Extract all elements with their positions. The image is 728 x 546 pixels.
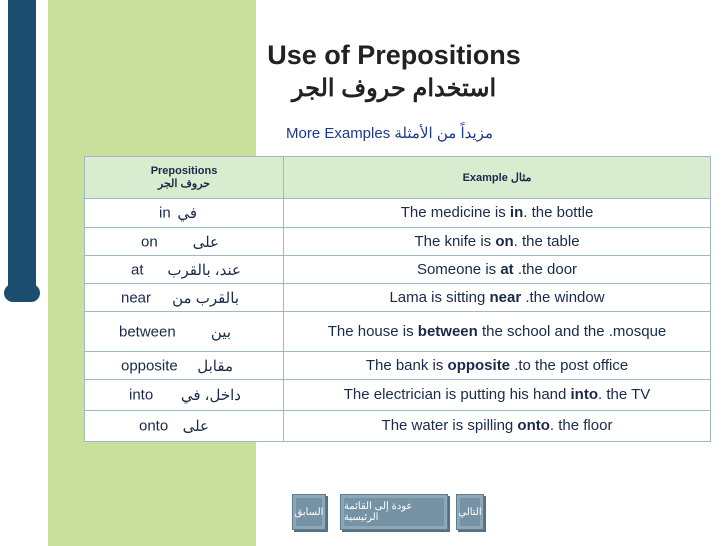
preposition-en: near	[121, 289, 152, 306]
preposition-cell	[85, 199, 284, 228]
example-cell	[284, 284, 711, 312]
home-label: عودة إلى القائمة الرئيسية	[344, 498, 444, 526]
preposition-en: on	[141, 233, 158, 250]
example-text-after: .the window	[521, 288, 605, 306]
example-preposition-bold: into	[570, 386, 599, 403]
example-preposition-bold: on	[495, 232, 514, 250]
example-text-before: The bank is	[365, 356, 448, 374]
example-text-after: . the TV	[598, 386, 651, 403]
preposition-en: between	[119, 323, 176, 340]
example-preposition-bold: opposite	[447, 356, 511, 374]
preposition-ar: في	[177, 205, 197, 222]
example-text-after: . the table	[513, 232, 580, 250]
example-text-before: The water is spilling	[381, 417, 518, 434]
example-text-after: . the bottle	[523, 204, 594, 221]
preposition-cell	[85, 256, 284, 284]
example-text-after: the school and the .mosque	[477, 322, 667, 340]
preposition-cell	[85, 228, 284, 256]
more-examples-ar: مزيداً من الأمثلة	[394, 125, 493, 142]
preposition-ar: بين	[210, 323, 231, 341]
table-row	[85, 411, 711, 442]
example-cell	[284, 352, 711, 380]
table-header-row	[85, 157, 711, 199]
preposition-en: into	[129, 386, 154, 404]
prev-label: السابق	[296, 498, 322, 526]
example-cell	[284, 411, 711, 442]
preposition-ar: على	[182, 418, 209, 435]
next-label: التالي	[460, 498, 480, 526]
example-cell	[284, 228, 711, 256]
example-text-before: The medicine is	[400, 204, 510, 221]
example-preposition-bold: in	[509, 204, 524, 221]
more-examples-en: More Examples	[286, 125, 391, 142]
header-prepositions-en: Prepositions	[150, 165, 218, 177]
preposition-cell	[85, 411, 284, 442]
example-cell	[284, 380, 711, 411]
preposition-cell	[85, 312, 284, 352]
preposition-en: onto	[139, 417, 169, 435]
preposition-cell	[85, 284, 284, 312]
table-row	[85, 228, 711, 256]
preposition-ar: عند، بالقرب	[167, 261, 241, 279]
example-text-after: . the floor	[549, 417, 613, 434]
home-button[interactable]	[340, 494, 448, 530]
prepositions-table	[84, 156, 711, 442]
example-preposition-bold: between	[417, 322, 478, 340]
preposition-en: at	[131, 261, 144, 278]
preposition-en: in	[159, 204, 171, 222]
example-cell	[284, 199, 711, 228]
decorative-blue-bar	[8, 0, 36, 300]
example-text-after: .the door	[513, 260, 578, 278]
table-row	[85, 256, 711, 284]
header-prepositions-ar: حروف الجر	[157, 178, 211, 190]
preposition-ar: على	[192, 233, 219, 251]
example-preposition-bold: onto	[517, 417, 550, 434]
table-row	[85, 199, 711, 228]
preposition-en: opposite	[121, 357, 178, 374]
table-row	[85, 380, 711, 411]
preposition-cell	[85, 352, 284, 380]
preposition-ar: داخل، في	[180, 387, 241, 404]
header-prepositions	[85, 157, 284, 199]
example-preposition-bold: at	[500, 260, 514, 278]
header-example: Example مثال	[284, 157, 711, 199]
example-text-before: The electrician is putting his hand	[343, 386, 571, 403]
preposition-ar: بالقرب من	[172, 289, 239, 307]
example-text-before: The house is	[327, 322, 418, 340]
table-row	[85, 352, 711, 380]
page-title-arabic: استخدام حروف الجر	[291, 75, 497, 102]
preposition-ar: مقابل	[197, 357, 233, 375]
example-cell	[284, 312, 711, 352]
example-cell	[284, 256, 711, 284]
example-text-before: Lama is sitting	[389, 288, 490, 306]
next-button[interactable]	[456, 494, 484, 530]
page-title: Use of Prepositions	[267, 40, 521, 70]
table-row	[85, 312, 711, 352]
decorative-blue-cap	[4, 284, 40, 302]
prev-button[interactable]	[292, 494, 326, 530]
example-text-before: The knife is	[414, 232, 496, 250]
example-preposition-bold: near	[489, 288, 522, 306]
more-examples-heading	[286, 124, 493, 142]
table-row	[85, 284, 711, 312]
preposition-cell	[85, 380, 284, 411]
example-text-before: Someone is	[416, 260, 501, 278]
example-text-after: .to the post office	[510, 356, 629, 374]
